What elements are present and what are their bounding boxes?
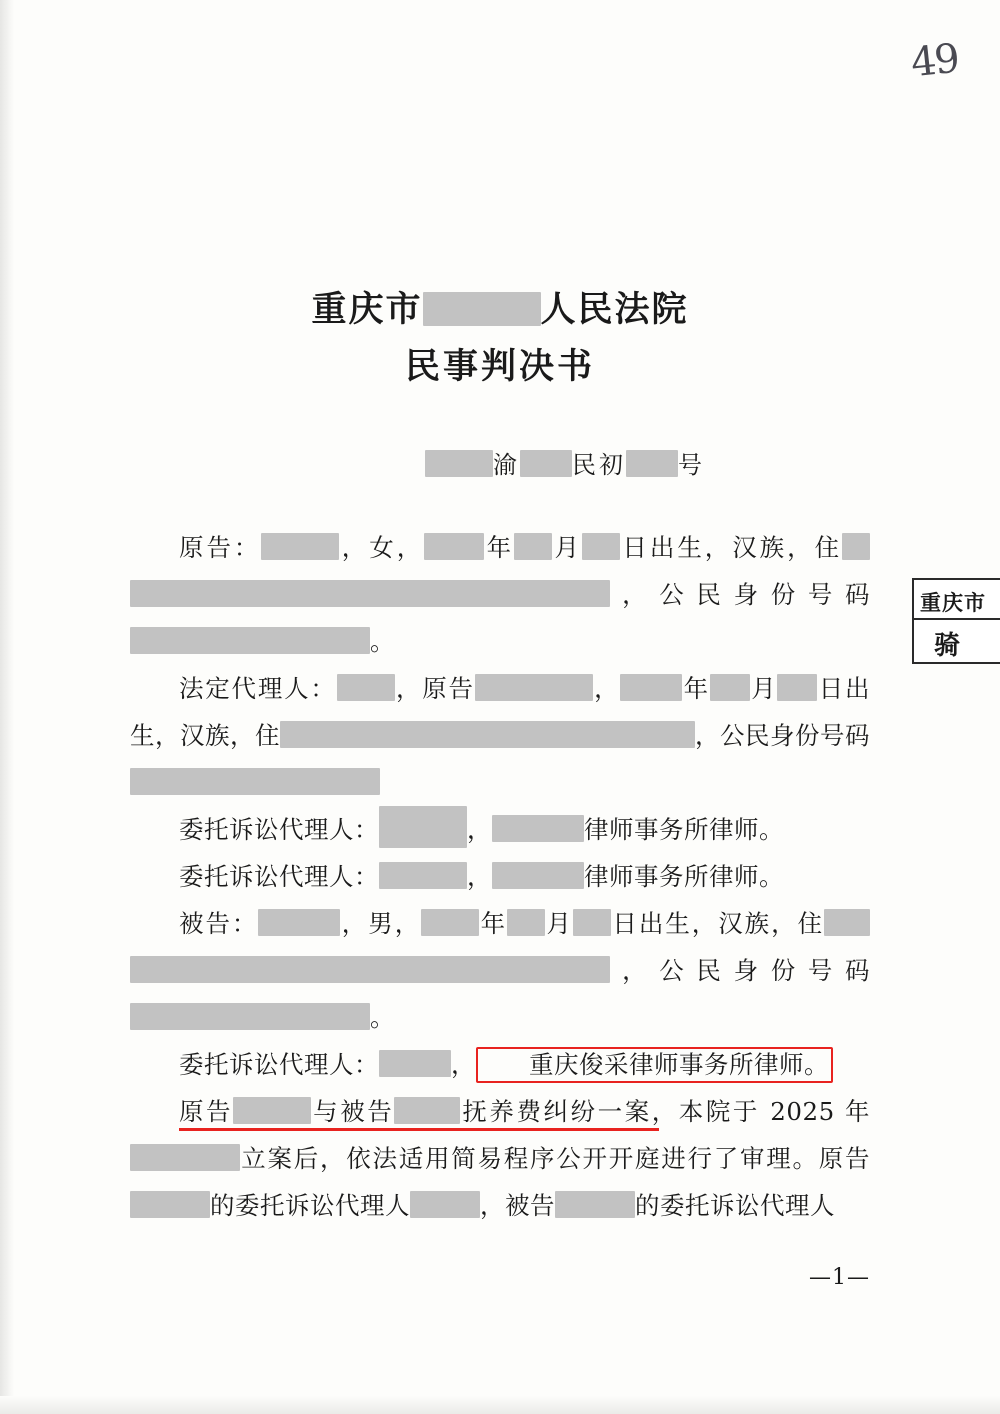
casenum-part3: 号	[678, 450, 705, 479]
side-stamp-line1: 重庆市	[920, 590, 986, 615]
title-line-court	[130, 285, 870, 336]
document-title	[130, 285, 870, 393]
title-line-doctype: 民事判决书	[404, 345, 595, 387]
redaction-court-name	[423, 292, 541, 326]
side-stamp-divider	[914, 618, 1000, 620]
paragraph-agent-1: 委托诉讼代理人： ， 律师事务所律师。	[130, 806, 870, 853]
handwritten-page-number: 49	[908, 35, 961, 87]
redaction-casenum-3	[626, 450, 678, 477]
body-text	[130, 524, 870, 1229]
title-court-prefix: 重庆市	[311, 289, 423, 330]
title-court-suffix: 人民法院	[540, 289, 689, 330]
paragraph-defendant-agent: 委托诉讼代理人： ， 重庆俊采律师事务所律师。	[130, 1041, 870, 1088]
page-footer-number: —1—	[809, 1265, 870, 1290]
highlighted-law-firm: 重庆俊采律师事务所律师。	[476, 1047, 833, 1083]
scan-edge-bottom	[0, 1396, 1000, 1414]
casenum-part1: 渝	[493, 450, 520, 479]
scan-edge-left	[0, 0, 14, 1414]
paragraph-legal-representative: 法定代理人： ，原告 ， 年 月 日出生，汉族，住 ，公民身份号码	[130, 665, 870, 806]
paragraph-plaintiff: 原告： ，女， 年 月 日出生，汉族，住，公民身份号码。	[130, 524, 870, 665]
casenum-part2: 民初	[572, 450, 626, 479]
redaction-casenum-1	[425, 450, 493, 477]
red-underline-annotation	[179, 1128, 659, 1131]
document-body	[130, 285, 870, 1229]
side-stamp	[912, 578, 1000, 664]
redaction-casenum-2	[520, 450, 572, 477]
paragraph-case-summary: 原告 与被告 抚养费纠纷一案，本院于 2025 年立案后，依法适用简易程序公开开庭进行了审理。原告的委托诉讼代理人 ，被告 的委托诉讼代理人	[130, 1088, 870, 1229]
paragraph-defendant: 被告： ，男， 年 月 日出生，汉族，住，公民身份号码。	[130, 900, 870, 1041]
paragraph-agent-2: 委托诉讼代理人： ， 律师事务所律师。	[179, 861, 784, 891]
case-number	[130, 445, 870, 480]
side-stamp-line2: 骑	[934, 631, 961, 661]
